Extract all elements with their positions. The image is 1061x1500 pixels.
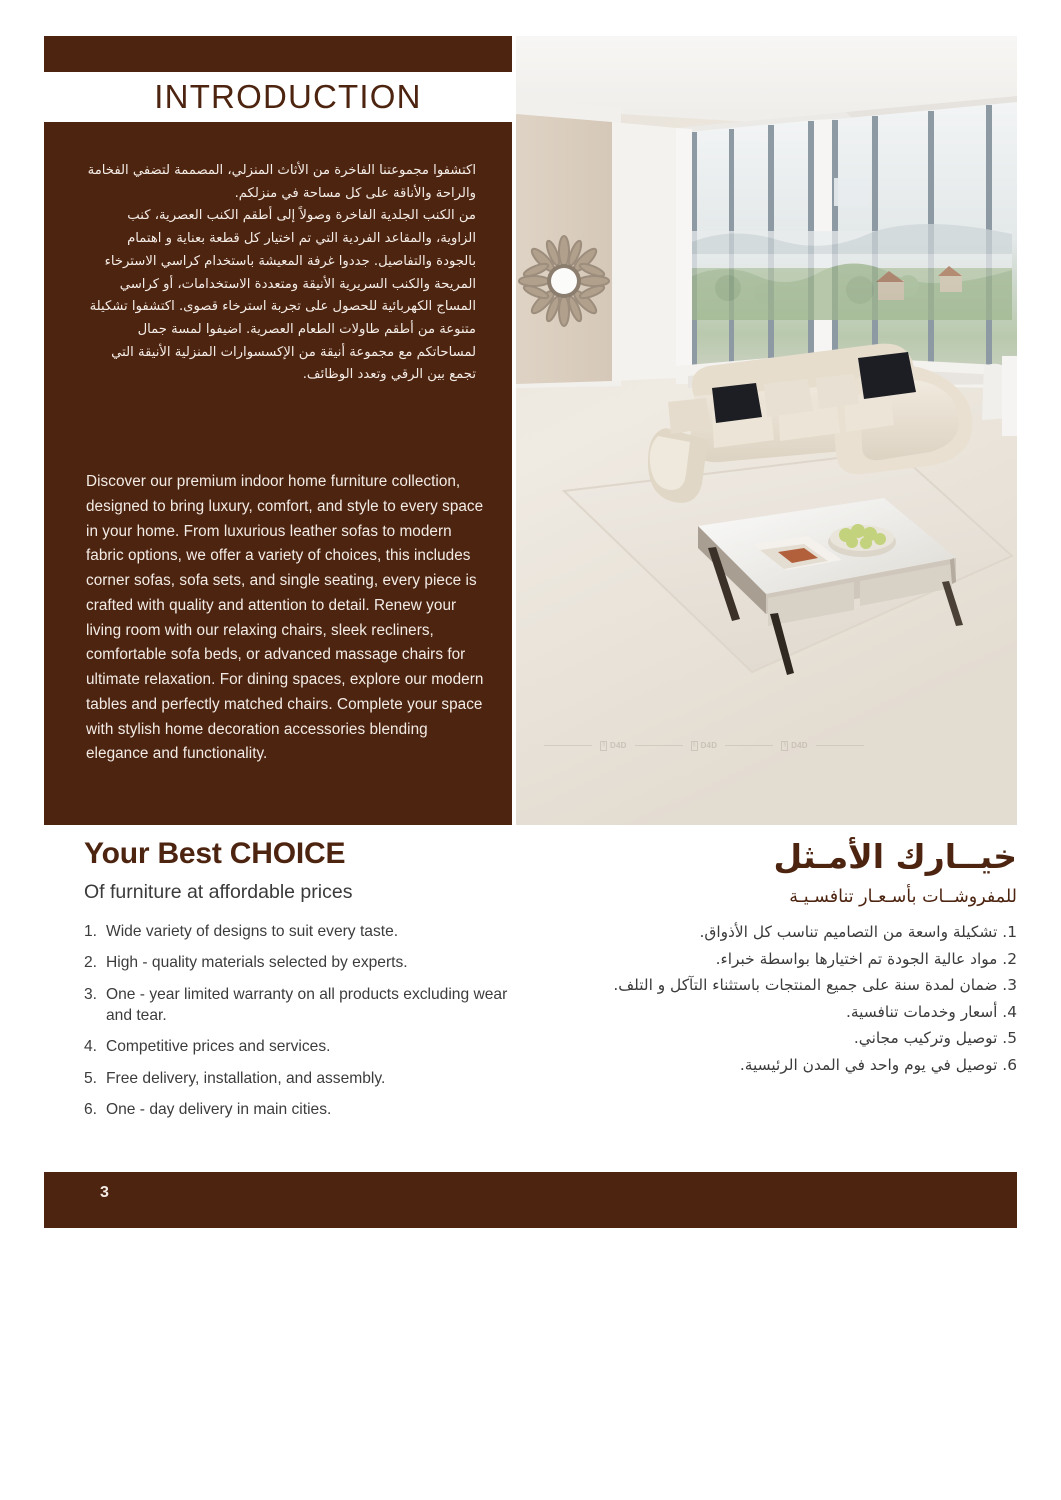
best-choice-heading-en: Your Best CHOICE [84, 837, 346, 870]
list-item [84, 1069, 524, 1090]
list-item-text: Competitive prices and services. [106, 1038, 331, 1056]
best-choice-english-column [84, 838, 524, 1132]
best-choice-subheading-ar: للمفروشــات بأسـعـار تنافسـيـة [789, 886, 1017, 907]
arabic-intro-text [86, 160, 476, 387]
list-item: 6. توصيل في يوم واحد في المدن الرئيسية. [739, 1055, 1017, 1074]
benefits-list-en [84, 922, 524, 1121]
watermark-item [781, 741, 807, 751]
list-item-text: Free delivery, installation, and assembly. [106, 1069, 386, 1087]
list-item-text: Wide variety of designs to suit every taste. [106, 922, 399, 940]
english-intro-text [86, 470, 491, 767]
sunburst-mirror-decor [519, 236, 609, 326]
list-item-text: High - quality materials selected by experts. [106, 954, 408, 972]
list-item [84, 1037, 524, 1058]
benefits-list-ar [534, 922, 1017, 1076]
list-item-number: 1. [84, 922, 98, 940]
arabic-intro-paragraph-2: من الكنب الجلدية الفاخرة وصولاً إلى أطقم الكنب العصرية، كنب الزاوية، والمقاعد الفردية التي تم اختيار كل قطعة بعناية و اهتمام بالجودة والتفاصيل. جددوا غرفة المعيشة باستخدام كراسي الاسترخاء المريحة والكنب السريرية الأنيقة ومتعددة الاستخدامات، أو كراسي المساج الكهربائية للحصول على تجربة استرخاء قصوى. اكتشفوا تشكيلة متنوعة من أطقم طاولات الطعام العصرية. اضيفوا لمسة جمال لمساحاتكم مع مجموعة أنيقة من الإكسسوارات المنزلية الأنيقة التي تجمع بين الرقي وتعدد الوظائف. [89, 208, 476, 383]
list-item: 2. مواد عالية الجودة تم اختيارها بواسطة خبراء. [715, 949, 1017, 968]
list-item: 5. توصيل وتركيب مجاني. [853, 1029, 1017, 1048]
best-choice-heading-ar: خيــارك الأمـثل [773, 837, 1017, 876]
list-item-number: 2. [84, 954, 98, 972]
best-choice-arabic-column [534, 838, 1017, 1081]
watermark-label: D4D [791, 741, 808, 751]
list-item [84, 953, 524, 974]
watermark-item [600, 741, 626, 751]
english-intro-paragraph: Discover our premium indoor home furniture collection, designed to bring luxury, comfort, and style to every space in your home. From luxurious leather sofas to modern fabric options, we offer a variety of choices, this includes corner sofas, sofa sets, and single seating, every piece is crafted with quality and attention to detail. Renew your living room with our relaxing chairs, sleek recliners, comfortable sofa beds, or advanced massage chairs for ultimate relaxation. For dining spaces, explore our modern tables and perfectly matched chairs. Complete your space with stylish home decoration accessories blending elegance and functionality. [86, 473, 484, 763]
list-item: 4. أسعار وخدمات تنافسية. [845, 1002, 1017, 1021]
watermark-line [725, 745, 773, 746]
watermark-label: D4D [700, 741, 718, 751]
list-item [84, 985, 524, 1026]
living-room-illustration [516, 36, 1017, 825]
list-item-number: 3. [84, 985, 98, 1003]
footer-bar [44, 1172, 1017, 1228]
watermark-item [691, 741, 717, 751]
page-number: 3 [100, 1184, 109, 1201]
list-item: 3. ضمان لمدة سنة على جميع المنتجات باستثناء التآكل و التلف. [613, 976, 1017, 995]
watermark-line [635, 745, 683, 746]
watermark-badge-icon: § [781, 741, 788, 751]
living-room-photo [516, 36, 1017, 825]
list-item-number: 6. [84, 1101, 98, 1119]
list-item-number: 4. [84, 1038, 98, 1056]
best-choice-section [44, 838, 1017, 1158]
watermark-label: D4D [609, 741, 627, 751]
top-accent-bar [44, 36, 512, 72]
list-item [84, 922, 524, 943]
list-item-number: 5. [84, 1069, 98, 1087]
list-item-text: One - day delivery in main cities. [106, 1101, 332, 1119]
watermark-line [544, 745, 592, 746]
arabic-intro-paragraph-1: اكتشفوا مجموعتنا الفاخرة من الأثاث المنزلي، المصممة لتضفي الفخامة والراحة والأناقة على كل مساحة في منزلكم. [87, 163, 476, 201]
watermark-badge-icon: § [691, 741, 698, 751]
best-choice-subheading-en: Of furniture at affordable prices [84, 881, 353, 904]
photo-watermarks [544, 741, 864, 751]
list-item-text: One - year limited warranty on all products excluding wear and tear. [106, 985, 508, 1024]
section-title-band [44, 72, 512, 122]
list-item [84, 1100, 524, 1121]
introduction-panel [44, 122, 512, 825]
watermark-line [816, 745, 864, 746]
list-item: 1. تشكيلة واسعة من التصاميم تناسب كل الأذواق. [699, 922, 1017, 941]
watermark-badge-icon: § [600, 741, 607, 751]
page-title: INTRODUCTION [154, 78, 422, 115]
